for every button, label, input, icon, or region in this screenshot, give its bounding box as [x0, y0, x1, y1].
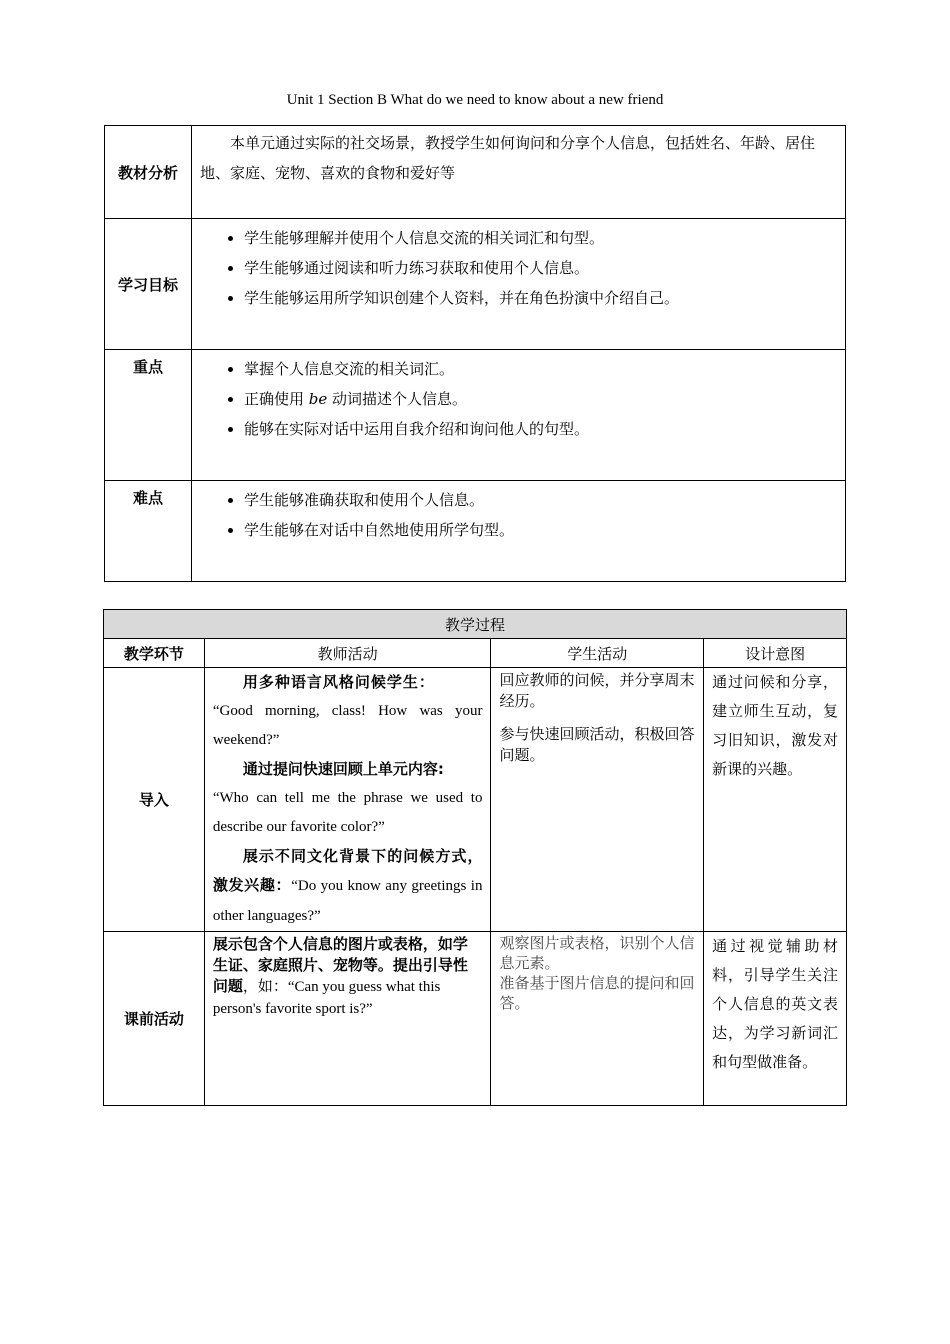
difficulties-cell: [192, 481, 846, 582]
teacher-activity-pre-class: [204, 932, 491, 1106]
header-design: 设计意图: [704, 639, 847, 668]
teacher-step-quote: “Good morning, class! How was your weekend?”: [212, 703, 483, 748]
design-intent-intro: 通过问候和分享，建立师生互动，复习旧知识，激发对新课的兴趣。: [704, 668, 847, 932]
teacher-step-quote: “Do you know any greetings in other languages?”: [212, 878, 483, 924]
stage-pre-class: 课前活动: [104, 932, 205, 1106]
student-activity-intro: [491, 668, 704, 932]
design-intent-pre-class: 通过视觉辅助材料，引导学生关注个人信息的英文表达，为学习新词汇和句型做准备。: [704, 932, 847, 1106]
header-teacher: 教师活动: [204, 639, 491, 668]
teacher-step-heading: 用多种语言风格问候学生：: [242, 673, 435, 691]
analysis-text: 本单元通过实际的社交场景，教授学生如何询问和分享个人信息，包括姓名、年龄、居住地、家庭、宠物、喜欢的食物和爱好等: [200, 134, 816, 182]
teacher-step-heading: 展示不同文化背景下的问候方式，激发兴趣：: [212, 847, 483, 894]
document-title: Unit 1 Section B What do we need to know about a new friend: [286, 92, 664, 108]
table-row: [104, 668, 847, 932]
header-stage: 教学环节: [104, 639, 205, 668]
header-student: 学生活动: [491, 639, 704, 668]
teaching-process-table: [103, 609, 847, 1106]
teacher-step-heading: 通过提问快速回顾上单元内容:: [242, 760, 444, 778]
list-item: • 学生能够理解并使用个人信息交流的相关词汇和句型。: [244, 223, 845, 253]
student-activity-text: 参与快速回顾活动，积极回答问题。: [499, 725, 695, 764]
goals-row: [105, 219, 846, 350]
list-item: • 掌握个人信息交流的相关词汇。: [244, 354, 845, 384]
key-point-text-pre: 正确使用: [244, 390, 309, 408]
goals-list: [192, 219, 845, 313]
list-item: • 学生能够运用所学知识创建个人资料，并在角色扮演中介绍自己。: [244, 283, 845, 313]
key-points-list: [192, 350, 845, 444]
lesson-overview-table: [104, 125, 846, 582]
process-title: 教学过程: [104, 610, 847, 639]
be-verb: be: [308, 390, 328, 408]
analysis-cell: [192, 126, 846, 219]
teacher-step-heading: 展示包含个人信息的图片或表格，如学生证、家庭照片、宠物等。提出引导性问题: [212, 935, 468, 995]
key-points-cell: [192, 350, 846, 481]
list-item: • 学生能够在对话中自然地使用所学句型。: [244, 515, 845, 545]
analysis-row: [105, 126, 846, 219]
list-item: [244, 384, 845, 414]
stage-intro: 导入: [104, 668, 205, 932]
student-activity-text: 回应教师的问候，并分享周末经历。: [499, 671, 695, 710]
goals-label: 学习目标: [105, 219, 192, 350]
process-header-row: [104, 639, 847, 668]
key-points-label: 重点: [105, 350, 192, 481]
list-item: • 学生能够通过阅读和听力练习获取和使用个人信息。: [244, 253, 845, 283]
goals-cell: [192, 219, 846, 350]
difficulties-list: [192, 481, 845, 545]
teacher-step-quote: ，如：“Can you guess what this person's favorite sport is?”: [212, 979, 441, 1017]
student-activity-text: 观察图片或表格，识别个人信息元素。: [499, 936, 695, 972]
process-title-row: [104, 610, 847, 639]
analysis-label: 教材分析: [105, 126, 192, 219]
difficulties-row: [105, 481, 846, 582]
table-row: [104, 932, 847, 1106]
difficulties-label: 难点: [105, 481, 192, 582]
list-item: • 学生能够准确获取和使用个人信息。: [244, 485, 845, 515]
student-activity-text: 准备基于图片信息的提问和回答。: [499, 976, 695, 1012]
key-point-text-post: 动词描述个人信息。: [327, 390, 468, 408]
teacher-step-quote: “Who can tell me the phrase we used to describe our favorite color?”: [212, 790, 483, 835]
teacher-activity-intro: [204, 668, 491, 932]
key-points-row: [105, 350, 846, 481]
student-activity-pre-class: [491, 932, 704, 1106]
list-item: • 能够在实际对话中运用自我介绍和询问他人的句型。: [244, 414, 845, 444]
